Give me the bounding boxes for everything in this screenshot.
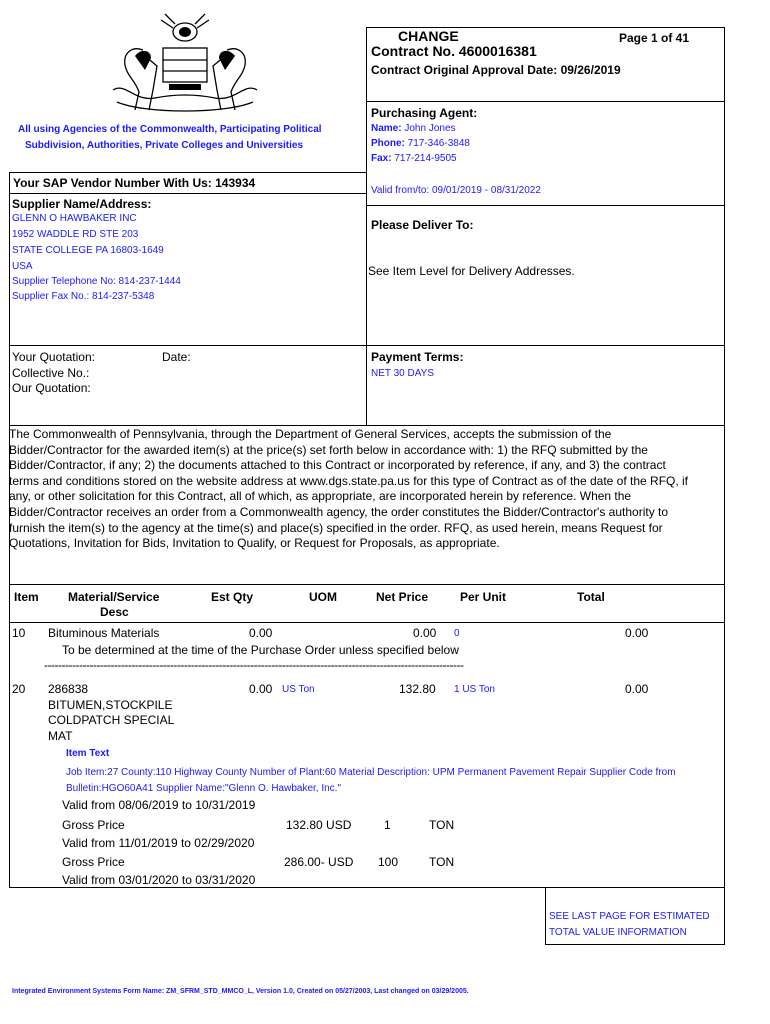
item-10-total: 0.00 [625,626,649,640]
see-last-page-line-1: SEE LAST PAGE FOR ESTIMATED [549,911,710,922]
item-20-desc [48,682,174,744]
your-quotation-label: Your Quotation: [12,350,95,364]
agent-name: John Jones [404,123,456,134]
item-20-number: 20 [12,682,26,696]
gross-unit-2: TON [429,855,455,869]
gross-price-1: 132.80 USD [286,818,352,832]
valid-from-to: Valid from/to: 09/01/2019 - 08/31/2022 [371,185,541,196]
item-20-desc-line: BITUMEN,STOCKPILE [48,697,173,712]
terms-line: any, or other solicitation for this Contract, all of which, as appropriate, are incorporated herein by reference. When the [9,489,632,504]
terms-line: furnish the item(s) to the agency at the time(s) and place(s) specified in the order. RFQ, as used herein, means Request for [9,520,663,535]
item-10-qty: 0.00 [249,626,273,640]
terms-line: terms and conditions stored on the website address at www.dgs.state.pa.us for this type of Contract as of the date of the RFQ, if [9,473,689,488]
item-20-desc-line: 286838 [48,682,89,696]
see-last-page-line-2: TOTAL VALUE INFORMATION [549,927,687,938]
valid-period-2: Valid from 11/01/2019 to 02/29/2020 [62,836,255,850]
contract-number: Contract No. 4600016381 [371,43,537,59]
agent-name-label: Name: [371,123,402,134]
item-text-line-2: Bulletin:HGO60A41 Supplier Name:"Glenn O. Hawbaker, Inc." [66,783,342,794]
payment-terms-value: NET 30 DAYS [371,368,434,379]
terms-line: Bidder/Contractor, if any; 2) the documents attached to this Contract or incorporated by reference, if any, and 3) the contract [9,458,666,473]
col-total: Total [577,590,605,604]
item-20-desc-line: MAT [48,728,73,743]
valid-period-3: Valid from 03/01/2020 to 03/31/2020 [62,873,256,887]
quotation-date-label: Date: [162,350,191,364]
quotation-payment-box [9,345,725,426]
deliver-to-text: See Item Level for Delivery Addresses. [368,264,575,278]
sap-vendor-number: Your SAP Vendor Number With Us: 143934 [13,176,256,190]
terms-line: Quotations, Invitation for Bids, Invitation to Qualify, or Request for Proposals, as appropriate. [9,536,500,551]
terms-line: Bidder/Contractor receives an order from a Commonwealth agency, the order constitutes the Bidder/Contractor's authority to [9,504,669,519]
item-text-label: Item Text [66,748,110,759]
item-10-net: 0.00 [413,626,437,640]
gross-price-2: 286.00- USD [284,855,354,869]
item-10-number: 10 [12,626,26,640]
agent-phone: 717-346-3848 [407,138,470,149]
supplier-fax: Supplier Fax No.: 814-237-5348 [12,291,155,302]
item-20-total: 0.00 [625,682,649,696]
gross-unit-1: TON [429,818,455,832]
supplier-line: 1952 WADDLE RD STE 203 [12,229,139,240]
agent-fax-label: Fax: [371,153,392,164]
gross-price-label-1: Gross Price [62,818,125,832]
col-desc-2: Desc [100,605,129,619]
agencies-line-2: Subdivision, Authorities, Private Colleges and Universities [25,140,304,151]
supplier-phone: Supplier Telephone No: 814-237-1444 [12,276,181,287]
our-quotation-label: Our Quotation: [12,381,91,395]
terms-line: Bidder/Contractor for the awarded item(s) at the price(s) set forth below in accordance with: 1) the RFQ submitted by the [9,442,648,457]
agent-phone-label: Phone: [371,138,405,149]
state-seal-icon [105,10,265,118]
col-est-qty: Est Qty [211,590,254,604]
terms-line: The Commonwealth of Pennsylvania, through the Department of General Services, accepts the submission of the [9,427,612,441]
item-text-line-1: Job Item:27 County:110 Highway County Number of Plant:60 Material Description: UPM Permanent Pavement Repair Supplier Code from [66,767,676,778]
payment-terms-title: Payment Terms: [371,350,464,364]
col-net-price: Net Price [376,590,429,604]
agencies-line-1: All using Agencies of the Commonwealth, Participating Political [18,124,322,135]
item-10-note: To be determined at the time of the Purchase Order unless specified below [62,643,459,657]
supplier-line: GLENN O HAWBAKER INC [12,213,137,224]
col-per-unit: Per Unit [460,590,507,604]
col-item: Item [14,590,39,604]
item-20-uom: US Ton [282,684,315,695]
col-desc: Material/Service [68,590,160,604]
supplier-line: USA [12,261,33,272]
change-label: CHANGE [398,28,459,44]
item-20-qty: 0.00 [249,682,273,696]
collective-no-label: Collective No.: [12,366,90,380]
valid-period-1: Valid from 08/06/2019 to 10/31/2019 [62,798,256,812]
purchasing-agent-title: Purchasing Agent: [371,106,478,120]
supplier-title: Supplier Name/Address: [12,197,152,211]
agent-fax: 717-214-9505 [394,153,457,164]
item-20-net: 132.80 [399,682,436,696]
form-footer: Integrated Environment Systems Form Name: ZM_SFRM_STD_MMCO_L, Version 1.0, Created on 05/27/2003, Last changed on 03/29/2005. [12,988,469,995]
terms-paragraph [9,427,729,552]
gross-qty-1: 1 [384,818,391,832]
approval-date: Contract Original Approval Date: 09/26/2019 [371,63,621,77]
page-number: Page 1 of 41 [619,31,690,45]
deliver-to-title: Please Deliver To: [371,218,474,232]
col-uom: UOM [309,590,337,604]
item-20-per: 1 US Ton [454,684,495,695]
supplier-line: STATE COLLEGE PA 16803-1649 [12,245,164,256]
gross-price-label-2: Gross Price [62,855,125,869]
item-separator: ------------------------------------------------------------------------------------------------------------------------ [44,658,464,672]
item-10-desc: Bituminous Materials [48,626,160,640]
gross-qty-2: 100 [378,855,399,869]
item-10-per: 0 [454,628,460,639]
item-20-desc-line: COLDPATCH SPECIAL [48,713,175,727]
